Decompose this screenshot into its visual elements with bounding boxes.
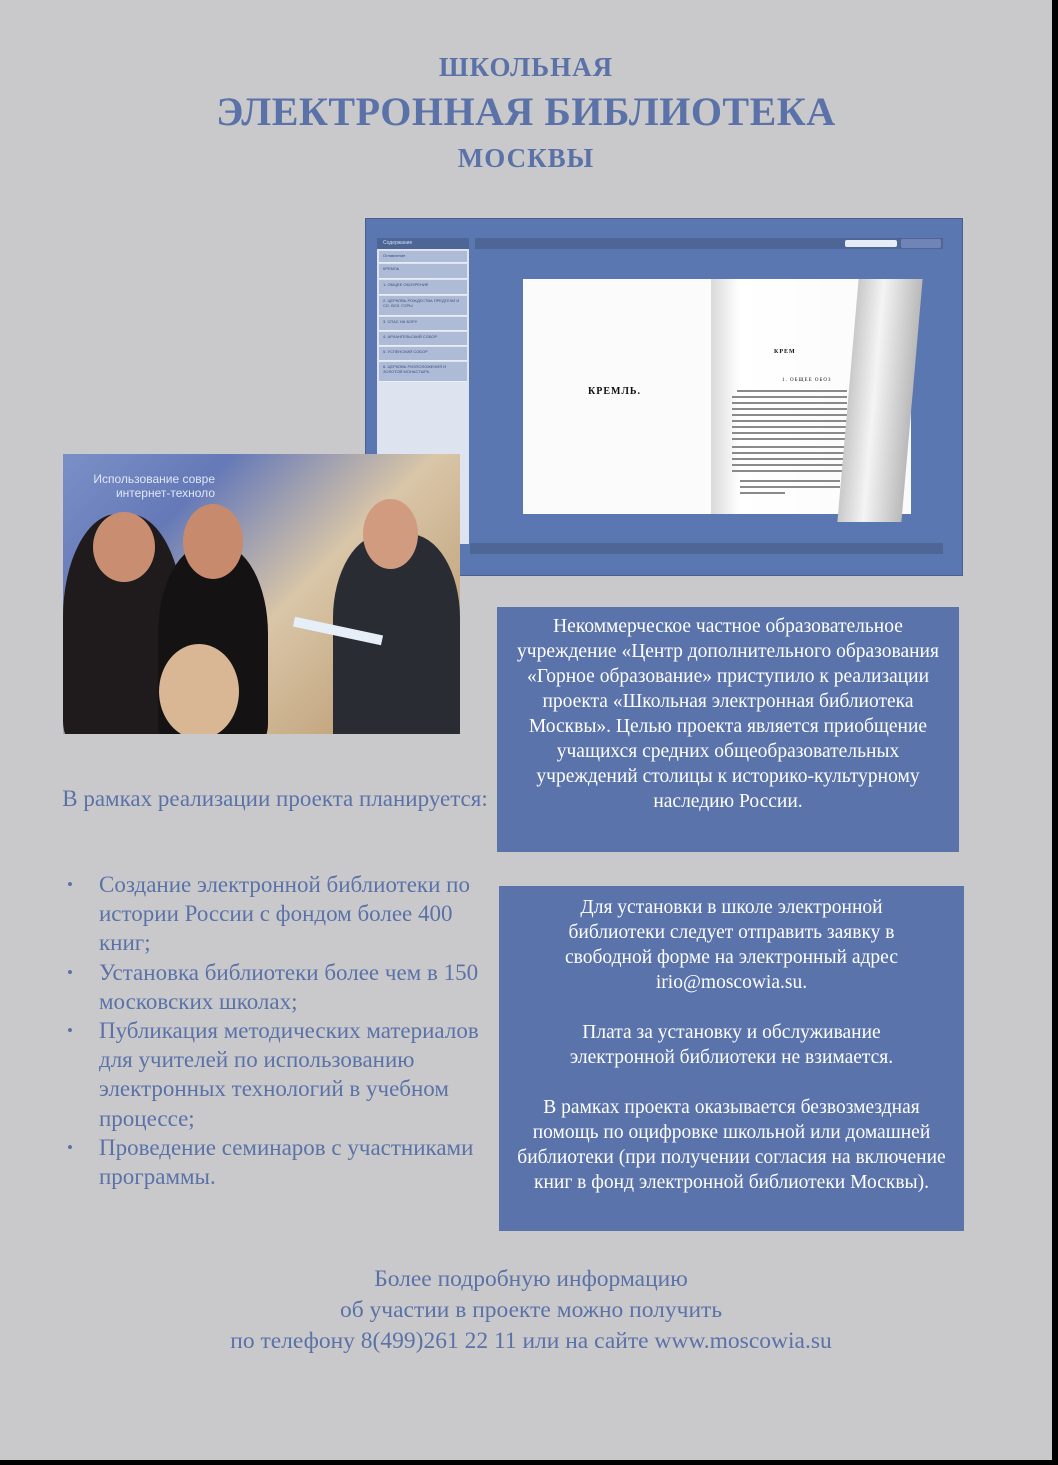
- book-text-line: [732, 446, 847, 448]
- book-text-line: [732, 396, 847, 398]
- footer-line-1: Более подробную информацию: [374, 1266, 688, 1292]
- viewer-sidebar-title: Содержание: [377, 238, 469, 249]
- footer-line-3: по телефону 8(499)261 22 11 или на сайте www.moscowia.su: [230, 1328, 832, 1354]
- project-description-text: Некоммерческое частное образовательное учреждение «Центр дополнительного образования «Горное образование» приступило к реализации проекта «Школьная электронная библиотека Москвы». Целью проекта является приобщение учащихся средних общеобразовательных учреждений столицы к историко-культурному наследию России.: [517, 616, 939, 812]
- book-text-line: [732, 408, 847, 410]
- viewer-toc-item: 4. АРХАНГЕЛЬСКИЙ СОБОР: [379, 332, 467, 346]
- photo-face: [363, 499, 418, 569]
- bullet-icon: •: [67, 1021, 73, 1041]
- book-text-line: [732, 414, 847, 416]
- viewer-toc-item: 6. ЦЕРКОВЬ РИЗПОЛОЖЕНИЯ И ЗОЛОТОЙ МОНАСТЫРЬ: [379, 362, 467, 382]
- list-item: • Публикация методических материалов для учителей по использованию электронных технологий в учебном процессе;: [67, 1018, 479, 1131]
- book-text-line: [732, 464, 847, 466]
- viewer-search-button: [901, 239, 941, 248]
- photo-face: [93, 512, 155, 582]
- title-line-2: ЭЛЕКТРОННАЯ БИБЛИОТЕКА: [216, 89, 836, 134]
- viewer-toc-item: 5. УСПЕНСКИЙ СОБОР: [379, 347, 467, 361]
- photo-person: [159, 644, 239, 734]
- event-photo: [63, 454, 460, 734]
- title-line-1: ШКОЛЬНАЯ: [438, 52, 614, 82]
- installation-request-text: Для установки в школе электронной библиотеки следует отправить заявку в свободной форме на электронный адрес irio@moscowia.su.: [565, 897, 898, 993]
- contact-footer: [0, 1264, 1052, 1357]
- book-text-line: [732, 426, 847, 428]
- viewer-toc-item: 1. ОБЩЕЕ ОБОЗРЕНИЕ: [379, 280, 467, 295]
- digitization-help-text: В рамках проекта оказывается безвозмездная помощь по оцифровке школьной или домашней библиотеки (при получении согласия на включение книг в фонд электронной библиотеки Москвы).: [517, 1097, 946, 1193]
- book-text-line: [732, 452, 847, 454]
- list-item: • Создание электронной библиотеки по истории России с фондом более 400 книг;: [67, 872, 470, 956]
- viewer-toc-item: 3. СПАС НА БОРУ: [379, 317, 467, 331]
- book-text-line: [732, 438, 847, 440]
- book-text-line: [732, 470, 847, 472]
- plan-heading: В рамках реализации проекта планируется:: [62, 786, 488, 811]
- viewer-bottom-bar: [470, 543, 943, 554]
- book-left-title: КРЕМЛЬ.: [588, 386, 642, 397]
- book-text-line: [740, 486, 840, 488]
- book-text-line: [737, 390, 847, 392]
- book-text-line: [740, 492, 785, 494]
- book-text-line: [732, 420, 847, 422]
- photo-screen-text: Использование совре интернет-техноло: [93, 472, 215, 500]
- footer-line-2: об участии в проекте можно получить: [339, 1297, 723, 1323]
- installation-info-box: [499, 886, 964, 1231]
- photo-face: [183, 504, 243, 579]
- book-right-subheading: 1. ОБЩЕЕ ОБОЗ: [782, 378, 832, 383]
- book-text-line: [732, 402, 847, 404]
- free-service-text: Плата за установку и обслуживание электронной библиотеки не взимается.: [569, 1022, 894, 1068]
- viewer-toc-item: Оглавление: [379, 251, 467, 263]
- book-text-line: [732, 458, 847, 460]
- book-text-line: [740, 480, 840, 482]
- list-item: • Проведение семинаров с участниками программы.: [67, 1134, 474, 1190]
- list-item: • Установка библиотеки более чем в 150 московских школах;: [67, 959, 479, 1014]
- viewer-toc-item: КРЕМЛЬ: [379, 264, 467, 279]
- project-description-box: [497, 607, 959, 852]
- viewer-toc-item: 2. ЦЕРКОВЬ РОЖДЕСТВА ПРЕДТЕЧИ И СО. ВОЗ. ГОРЫ: [379, 296, 467, 316]
- bullet-icon: •: [67, 1137, 73, 1157]
- bullet-icon: •: [67, 962, 73, 982]
- book-text-line: [732, 432, 847, 434]
- book-right-heading: КРЕМ: [774, 349, 796, 355]
- bullet-icon: •: [67, 875, 73, 894]
- viewer-search-input: [845, 240, 897, 247]
- plan-list: [60, 870, 480, 1191]
- title-line-3: МОСКВЫ: [457, 143, 595, 173]
